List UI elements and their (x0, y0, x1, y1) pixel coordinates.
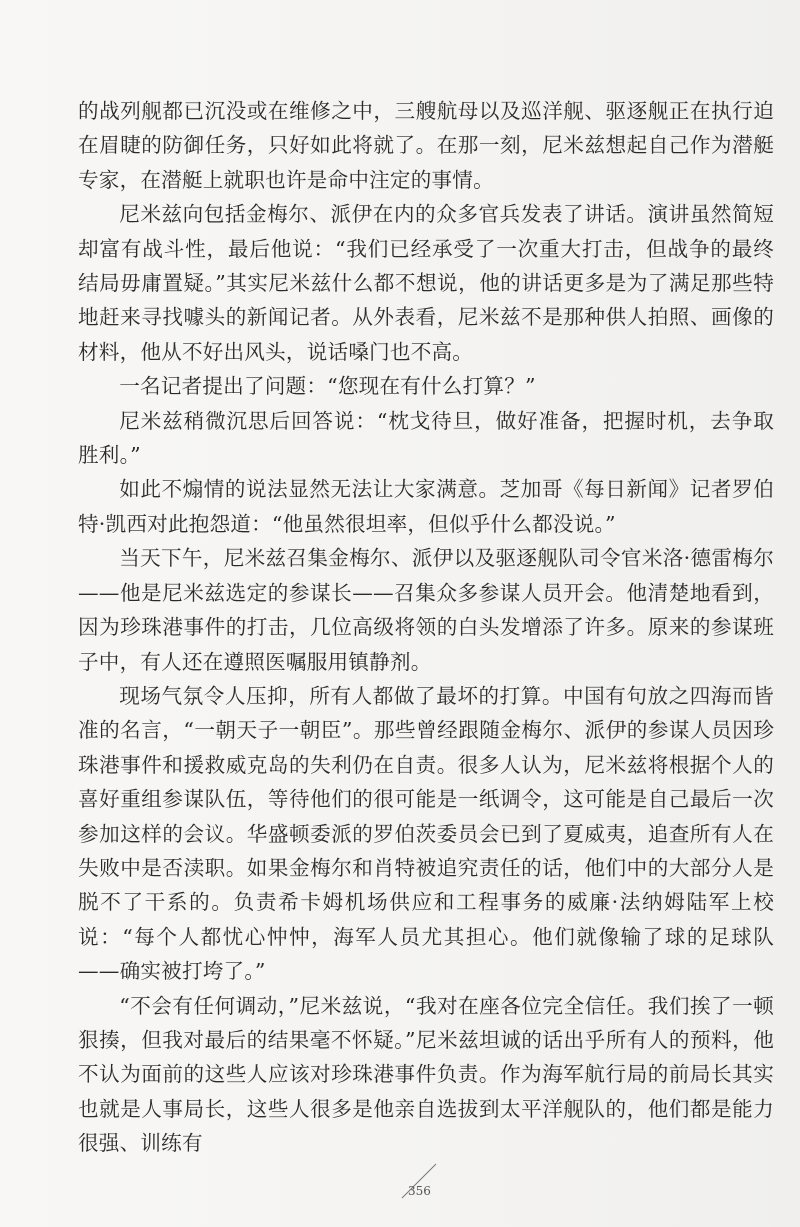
paragraph-no-changes: “不会有任何调动，”尼米兹说，“我对在座各位完全信任。我们挨了一顿狠揍，但我对最后的结果毫不怀疑。”尼米兹坦诚的话出乎所有人的预料，他不认为面前的这些人应该对珍珠港事件负责。作为海军航行局的前局长其实也就是人事局长，这些人很多是他亲自选拔到太平洋舰队的，他们都是能力很强、训练有 (78, 993, 774, 1156)
paragraph-speech: 尼米兹向包括金梅尔、派伊在内的众多官兵发表了讲话。演讲虽然简短却富有战斗性，最后他说：“我们已经承受了一次重大打击，但战争的最终结局毋庸置疑。”其实尼米兹什么都不想说，他的讲话更多是为了满足那些特地赶来寻找噱头的新闻记者。从外表看，尼米兹不是那种供人拍照、画像的材料，他从不好出风头，说话嗓门也不高。 (78, 202, 774, 364)
paragraph-afternoon-meeting: 当天下午，尼米兹召集金梅尔、派伊以及驱逐舰队司令官米洛·德雷梅尔——他是尼米兹选定的参谋长——召集众多参谋人员开会。他清楚地看到，因为珍珠港事件的打击，几位高级将领的白头发增添了许多。原来的参谋班子中，有人还在遵照医嘱服用镇静剂。 (78, 546, 774, 674)
paragraph-reporter-question: 一名记者提出了问题：“您现在有什么打算？” (119, 374, 536, 399)
page-number: 356 (408, 1184, 431, 1198)
paragraph-reporter-complaint: 如此不煽情的说法显然无法让大家满意。芝加哥《每日新闻》记者罗伯特·凯西对此抱怨道：“他虽然很坦率，但似乎什么都没说。” (78, 477, 774, 536)
paragraph-nimitz-answer: 尼米兹稍微沉思后回答说：“枕戈待旦，做好准备，把握时机，去争取胜利。” (78, 408, 774, 468)
paragraph-atmosphere: 现场气氛令人压抑，所有人都做了最坏的打算。中国有句放之四海而皆准的名言，“一朝天子一朝臣”。那些曾经跟随金梅尔、派伊的参谋人员因珍珠港事件和援救威克岛的失利仍在自责。很多人认为，尼米兹将根据个人的喜好重组参谋队伍，等待他们的很可能是一纸调令，这可能是自己最后一次参加这样的会议。华盛顿委派的罗伯茨委员会已到了夏威夷，追查所有人在失败中是否渎职。如果金梅尔和肖特被追究责任的话，他们中的大部分人是脱不了干系的。负责希卡姆机场供应和工程事务的威廉·法纳姆陆军上校说：“每个人都忧心忡忡，海军人员尤其担心。他们就像输了球的足球队——确实被打垮了。” (78, 683, 774, 984)
page-footer (400, 1160, 480, 1210)
paragraph-continued: 的战列舰都已沉没或在维修之中，三艘航母以及巡洋舰、驱逐舰正在执行迫在眉睫的防御任务，只好如此将就了。在那一刻，尼米兹想起自己作为潜艇专家，在潜艇上就职也许是命中注定的事情。 (78, 99, 774, 192)
body-text (78, 94, 774, 1161)
